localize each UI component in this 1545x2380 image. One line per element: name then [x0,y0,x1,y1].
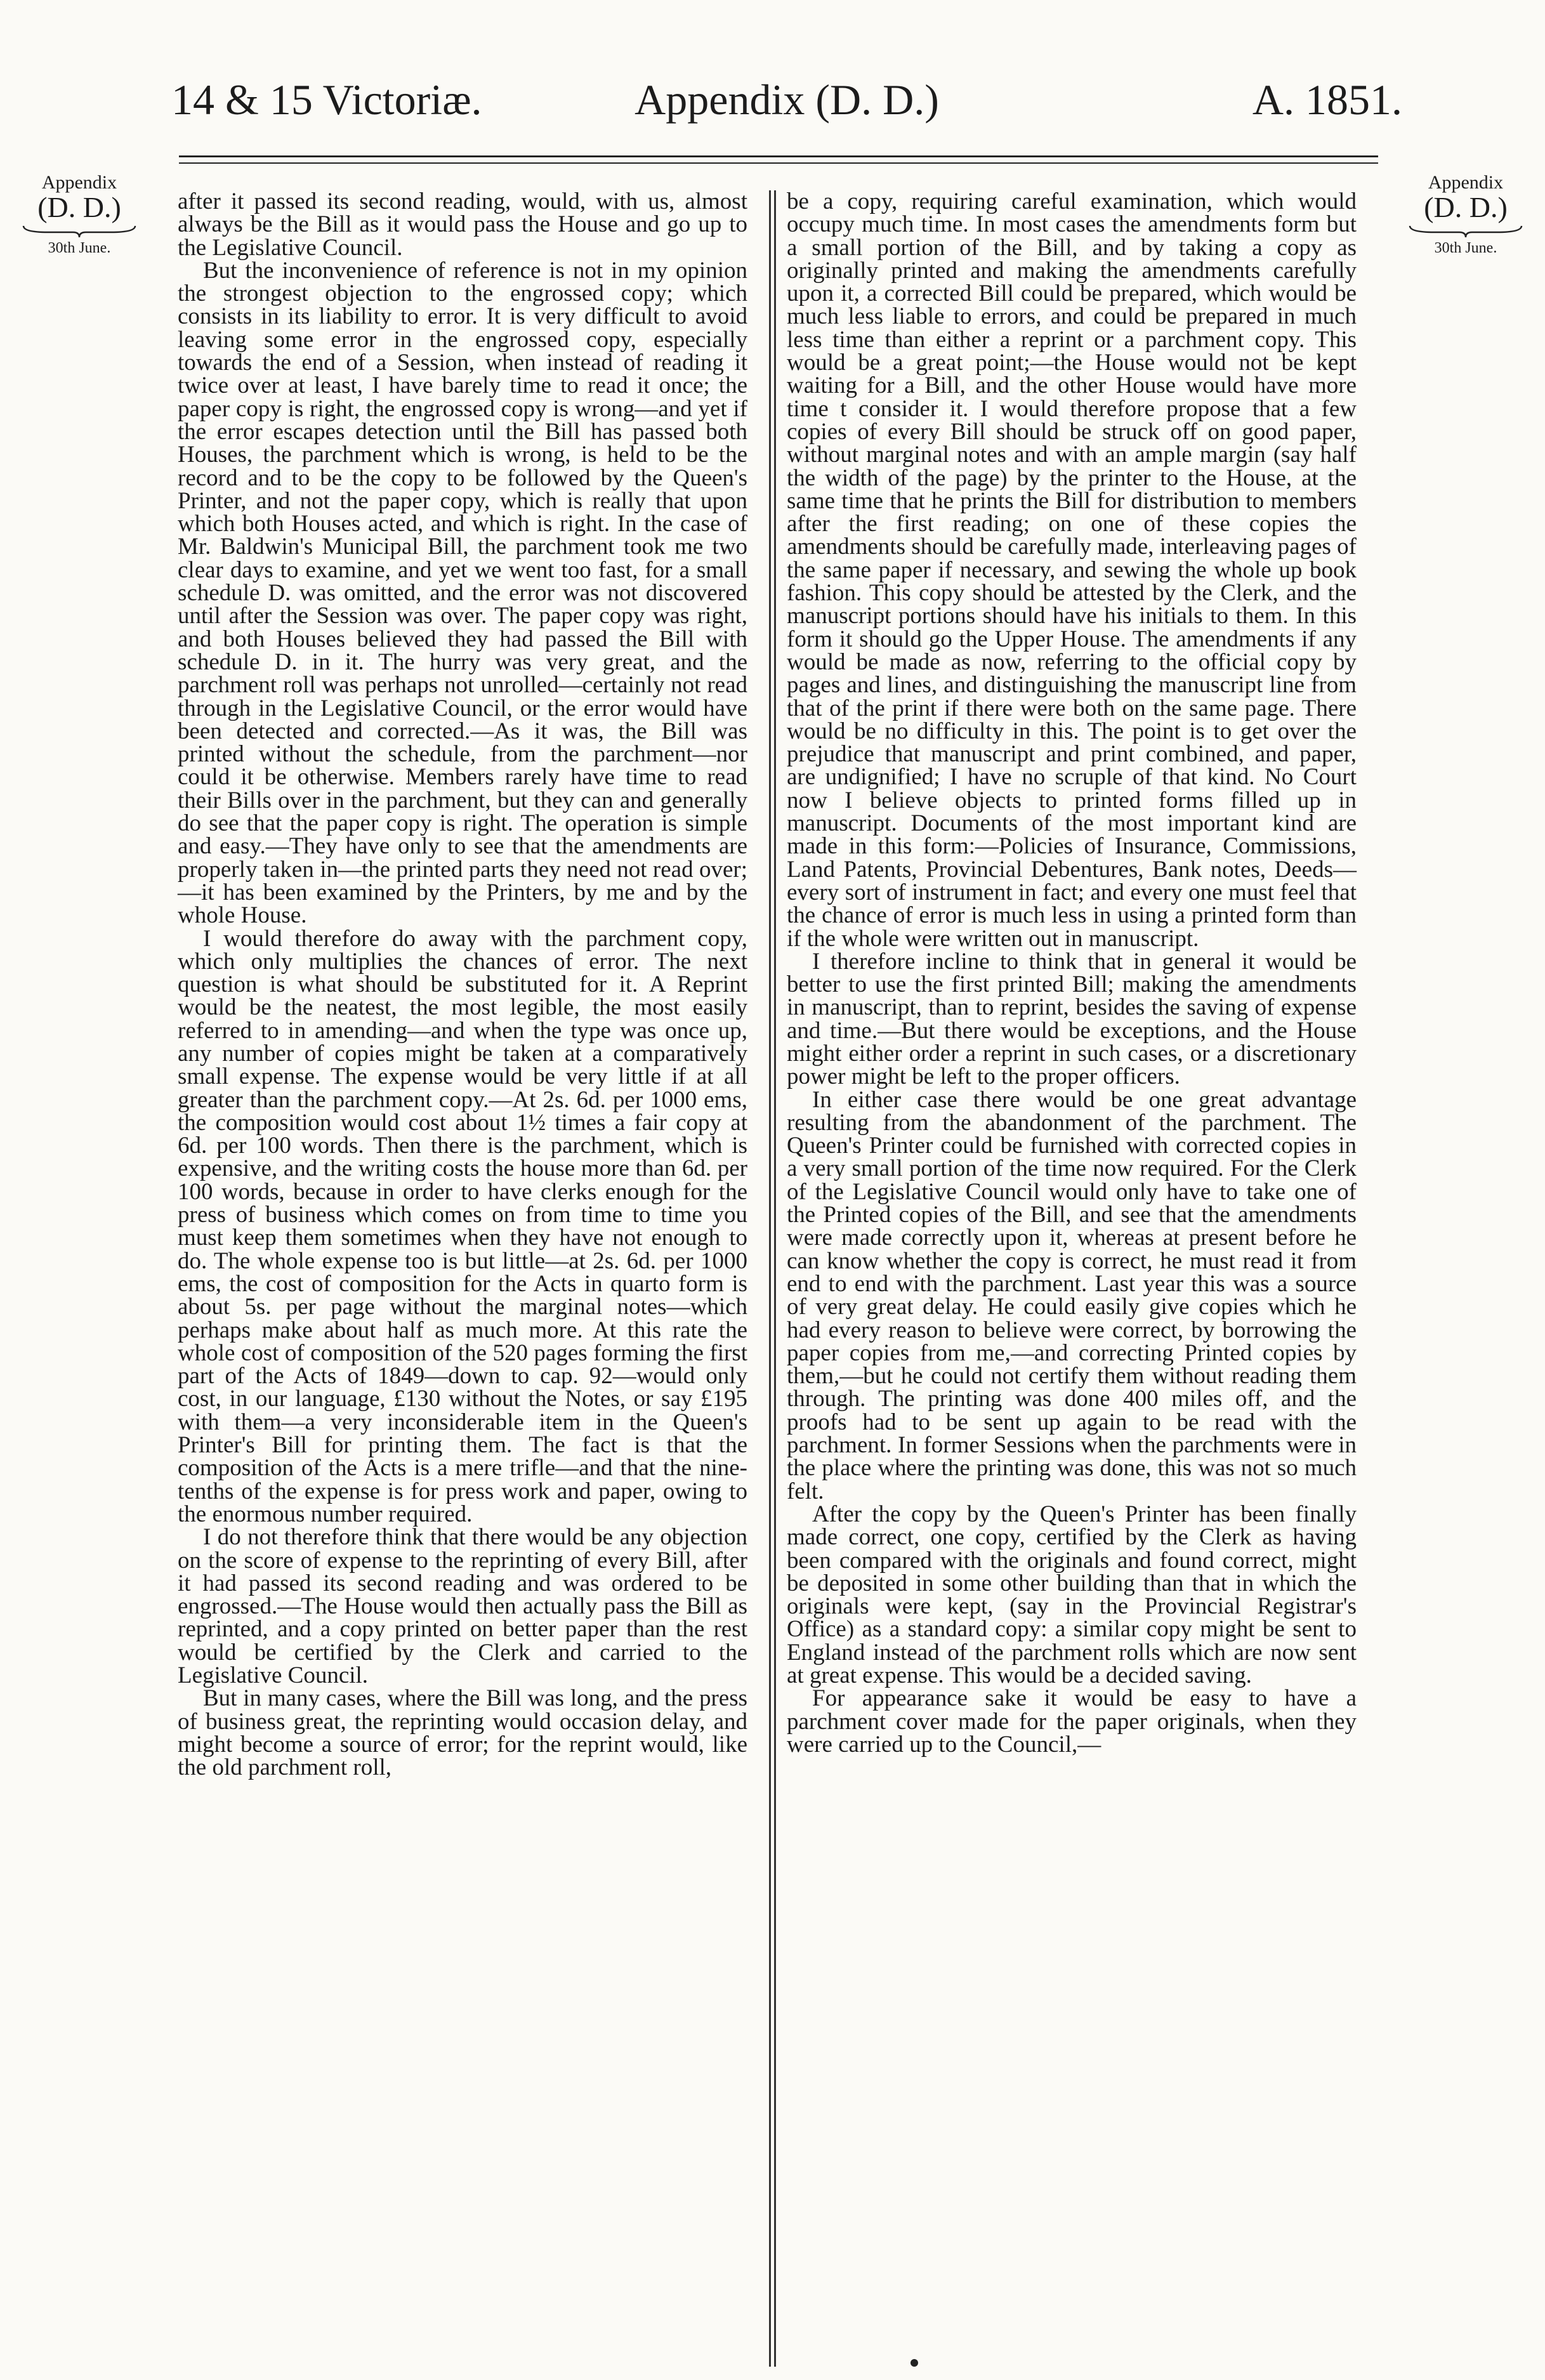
header-appendix: Appendix (D. D.) [634,76,939,124]
header-rule-double [179,162,1378,164]
paragraph: For appearance sake it would be easy to have a parchment cover made for the paper originals, when they were carried up to the Council,— [787,1685,1357,1758]
paragraph: I do not therefore think that there would be any objection on the score of expense to the reprinting of every Bill, after it had passed its second reading and was ordered to be engrossed.—The House would then actually pass the Bill as reprinted, and a copy printed on better paper than the rest would be certified by the Clerk and carried to the Legislative Council. [178,1524,747,1688]
margin-date: 30th June. [48,240,111,256]
header-rule [179,155,1378,157]
page-mark [911,2359,918,2367]
paragraph: be a copy, requiring careful examination, which would occupy much time. In most cases the amendments form but a small portion of the Bill, and by taking a copy as originally printed and making the amendments carefully upon it, a corrected Bill could be prepared, which would be much less liable to errors, and could be prepared in much less time than either a reprint or a parchment copy. This would be a great point;—the House would not be kept waiting for a Bill, and the other House would have more time t consider it. I would therefore propose that a few copies of every Bill should be struck off on good paper, without marginal notes and with an ample margin (say half the width of the page) by the printer to the House, at the same time that he prints the Bill for distribution to members after the first reading; on one of these copies the amendments should be carefully made, interleaving pages of the same paper if necessary, and sewing the whole up book fashion. This copy should be attested by the Clerk, and the manuscript portions should have his initials to them. In this form it should go the Upper House. The amendments if any would be made as now, referring to the official copy by pages and lines, and distinguishing the manuscript line from that of the print if there were both on the same page. There would be no difficulty in this. The point is to get over the prejudice that manuscript and print combined, and paper, are undignified; I have no scruple of that kind. No Court now I believe objects to printed forms filled up in manuscript. Documents of the most important kind are made in this form:—Policies of Insurance, Commissions, Land Patents, Provincial Debentures, Bank notes, Deeds—every sort of instrument in fact; and every one must feel that the chance of error is much less in using a printed form than if the whole were written out in manuscript. [787,188,1357,952]
paragraph: In either case there would be one great advantage resulting from the abandonment of the parchment. The Queen's Printer could be furnished with corrected copies in a very small portion of the time now required. For the Clerk of the Legislative Council would only have to take one of the Printed copies of the Bill, and see that the amendments were made correctly upon it, whereas at present before he can know whether the copy is correct, he must read it from end to end with the parchment. Last year this was a source of very great delay. He could easily give copies which he had every reason to believe were correct, by borrowing the paper copies from me,—and correcting Printed copies by them,—but he could not certify them without reading them through. The printing was done 400 miles off, and the proofs had to be sent up again to be read with the parchment. In former Sessions when the parchments were in the place where the printing was done, this was not so much felt. [787,1086,1357,1504]
page-header [171,75,1402,138]
margin-label: Appendix [41,172,117,193]
paragraph: But in many cases, where the Bill was long, and the press of business great, the reprinting would occasion delay, and might become a source of error; for the reprint would, like the old parchment roll, [178,1685,747,1781]
margin-date: 30th June. [1434,240,1497,256]
paragraph: But the inconvenience of reference is not in my opinion the strongest objection to the engrossed copy; which consists in its liability to error. It is very difficult to avoid leaving some error in the engrossed copy, especially towards the end of a Session, when instead of reading it twice over at least, I have barely time to read it once; the paper copy is right, the engrossed copy is wrong—and yet if the error escapes detection until the Bill has passed both Houses, the parchment which is wrong, is held to be the record and to be the copy to be followed by the Queen's Printer, and not the paper copy, which is really that upon which both Houses acted, and which is right. In the case of Mr. Baldwin's Municipal Bill, the parchment took me two clear days to examine, and yet we went too fast, for a small schedule D. was omitted, and the error was not discovered until after the Session was over. The paper copy was right, and both Houses believed they had passed the Bill with schedule D. in it. The hurry was very great, and the parchment roll was perhaps not unrolled—certainly not read through in the Legislative Council, or the error would have been detected and corrected.—As it was, the Bill was printed without the schedule, from the parchment—nor could it be otherwise. Members rarely have time to read their Bills over in the parchment, but they can and generally do see that the paper copy is right. The operation is simple and easy.—They have only to see that the amendments are properly taken in—the printed parts they need not read over;—it has been examined by the Printers, by me and by the whole House. [178,257,747,929]
header-session: 14 & 15 Victoriæ. [171,76,482,124]
margin-code: (D. D.) [1424,191,1508,223]
paragraph: After the copy by the Queen's Printer has been finally made correct, one copy, certified by the Clerk as having been compared with the originals and found correct, might be deposited in some other building than that in which the originals were kept, (say in the Provincial Registrar's Office) as a standard copy: a similar copy might be sent to England instead of the parchment rolls which are now sent at great expense. This would be a decided saving. [787,1501,1357,1688]
margin-note-left [0,173,159,258]
margin-note-right [1386,173,1545,258]
text-column-left [178,190,747,2370]
paragraph: I would therefore do away with the parchment copy, which only multiplies the chances of error. The next question is what should be substituted for it. A Reprint would be the neatest, the most legible, the most easily referred to in amending—and when the type was once up, any number of copies might be taken at a comparatively small expense. The expense would be very little if at all greater than the parchment copy.—At 2s. 6d. per 1000 ems, the composition would cost about 1½ times a fair copy at 6d. per 100 words. Then there is the parchment, which is expensive, and the writing costs the house more than 6d. per 100 words, because in order to have clerks enough for the press of business which comes on from time to time you must keep them sometimes when they have not enough to do. The whole expense too is but little—at 2s. 6d. per 1000 ems, the cost of composition for the Acts in quarto form is about 5s. per page without the marginal notes—which perhaps make about half as much more. At this rate the whole cost of composition of the 520 pages forming the first part of the Acts of 1849—down to cap. 92—would only cost, in our language, £130 without the Notes, or say £195 with them—a very inconsiderable item in the Queen's Printer's Bill for printing them. The fact is that the composition of the Acts is a mere trifle—and that the nine-tenths of the expense is for press work and paper, owing to the enormous number required. [178,925,747,1527]
margin-label: Appendix [1428,172,1504,193]
column-divider [769,190,771,2367]
margin-code: (D. D.) [37,191,121,223]
text-column-right [787,190,1357,2370]
brace-icon [22,223,136,239]
paragraph: after it passed its second reading, would, with us, almost always be the Bill as it would pass the House and go up to the Legislative Council. [178,188,747,261]
column-divider [774,190,776,2367]
header-year: A. 1851. [1252,76,1402,124]
brace-icon [1409,223,1523,239]
paragraph: I therefore incline to think that in general it would be better to use the first printed Bill; making the amendments in manuscript, than to reprint, besides the saving of expense and time.—But there would be exceptions, and the House might either order a reprint in such cases, or a discretionary power might be left to the proper officers. [787,948,1357,1090]
